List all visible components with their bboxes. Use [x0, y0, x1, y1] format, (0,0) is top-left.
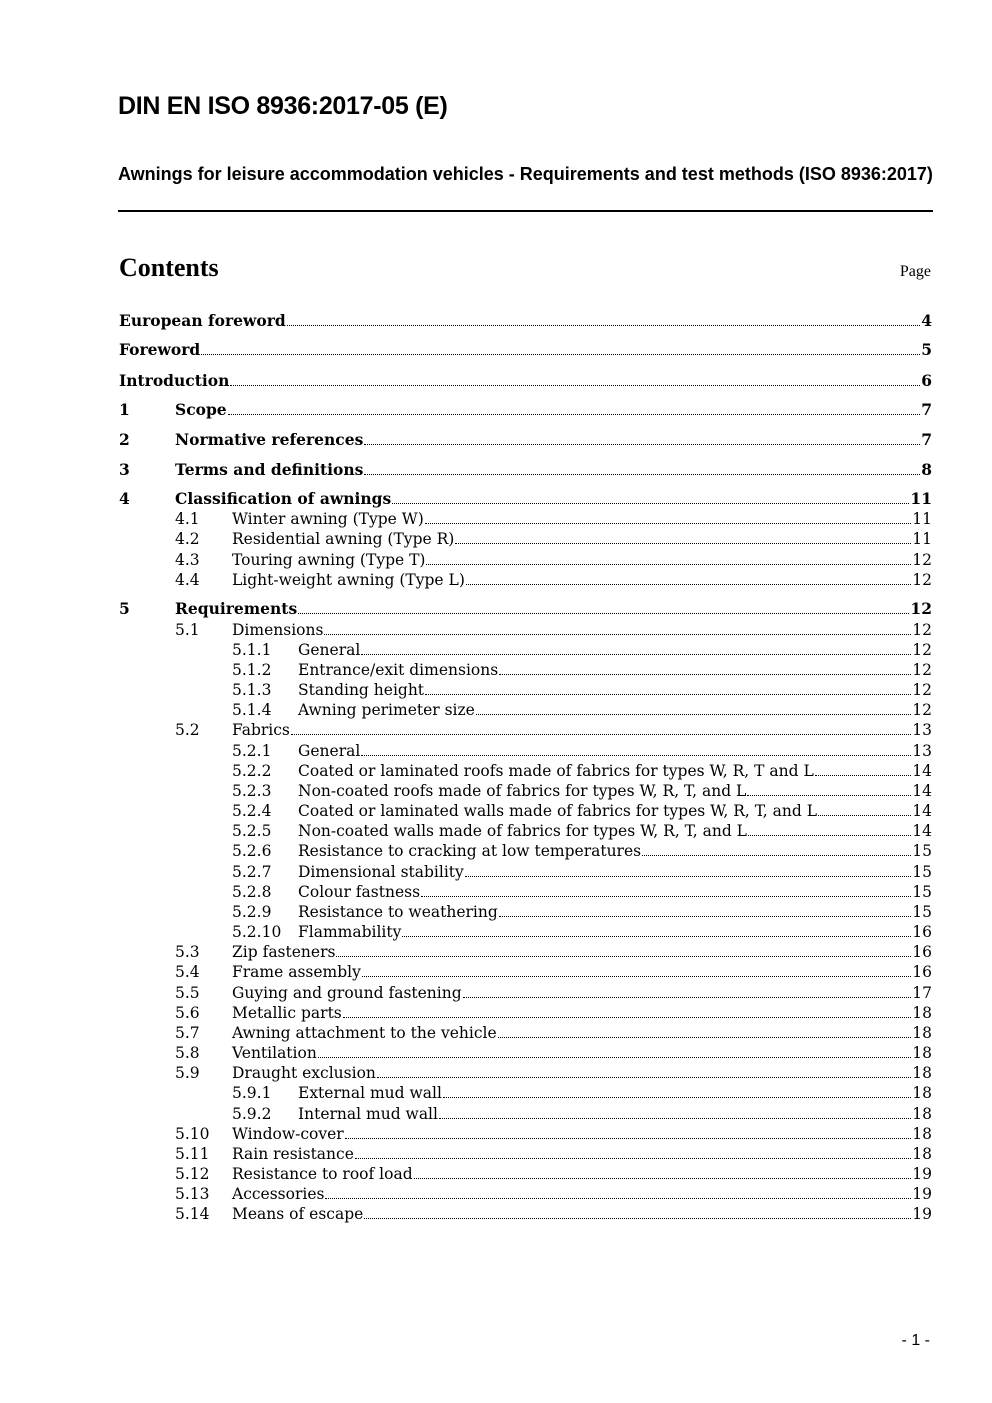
toc-entry-number: 5: [119, 599, 130, 618]
toc-entry-page: 14: [912, 802, 932, 820]
dot-leader: [318, 1057, 911, 1058]
toc-entry-number: 5.5: [175, 984, 200, 1002]
dot-leader: [298, 613, 909, 614]
dot-leader: [642, 855, 911, 856]
toc-entry-title: Zip fasteners: [232, 943, 336, 961]
dot-leader: [499, 674, 911, 675]
toc-entry-page: 13: [912, 721, 932, 739]
toc-entry[interactable]: [0, 801, 992, 821]
toc-entry-number: 5.14: [175, 1205, 210, 1223]
toc-entry-page: 12: [912, 571, 932, 589]
toc-entry-page: 19: [912, 1165, 932, 1183]
toc-entry-title: Means of escape: [232, 1205, 364, 1223]
toc-entry-title: Flammability: [298, 923, 402, 941]
toc-entry-page: 4: [921, 311, 932, 330]
toc-entry[interactable]: [0, 862, 992, 882]
dot-leader: [476, 714, 911, 715]
toc-entry-number: 5.2.2: [232, 762, 272, 780]
toc-entry-page: 18: [912, 1024, 932, 1042]
dot-leader: [364, 444, 920, 445]
toc-entry[interactable]: [0, 1023, 992, 1043]
toc-entry-title: Terms and definitions: [175, 460, 364, 479]
toc-entry[interactable]: [0, 620, 992, 640]
toc-entry[interactable]: [0, 1043, 992, 1063]
toc-entry-number: 5.9.2: [232, 1105, 272, 1123]
dot-leader: [287, 325, 920, 326]
toc-entry-page: 18: [912, 1145, 932, 1163]
toc-entry-page: 12: [912, 621, 932, 639]
toc-entry-page: 15: [912, 883, 932, 901]
dot-leader: [230, 385, 920, 386]
toc-entry-title: Introduction: [119, 371, 230, 390]
toc-entry-title: Light-weight awning (Type L): [232, 571, 465, 589]
toc-entry-page: 18: [912, 1064, 932, 1082]
toc-entry-title: Coated or laminated walls made of fabrics for types W, R, T, and L: [298, 802, 818, 820]
toc-entry-title: Draught exclusion: [232, 1064, 376, 1082]
dot-leader: [498, 1037, 912, 1038]
toc-entry-title: Dimensions: [232, 621, 324, 639]
toc-entry-page: 16: [912, 923, 932, 941]
toc-entry-number: 2: [119, 430, 130, 449]
toc-entry-number: 5.2: [175, 721, 200, 739]
toc-entry-title: Non-coated roofs made of fabrics for types W, R, T, and L: [298, 782, 747, 800]
toc-entry[interactable]: [0, 1144, 992, 1164]
toc-entry-page: 15: [912, 863, 932, 881]
toc-entry-page: 14: [912, 822, 932, 840]
toc-entry-page: 18: [912, 1105, 932, 1123]
document-id: DIN EN ISO 8936:2017-05 (E): [118, 92, 448, 120]
toc-entry-page: 18: [912, 1084, 932, 1102]
toc-entry-number: 4.4: [175, 571, 200, 589]
toc-entry-number: 5.2.7: [232, 863, 272, 881]
toc-entry-page: 18: [912, 1125, 932, 1143]
contents-heading: Contents: [119, 253, 219, 282]
dot-leader: [361, 654, 911, 655]
toc-entry-title: General: [298, 742, 361, 760]
toc-entry-page: 16: [912, 943, 932, 961]
dot-leader: [747, 795, 911, 796]
dot-leader: [364, 1218, 911, 1219]
toc-entry-title: Accessories: [232, 1185, 325, 1203]
toc-entry[interactable]: [0, 660, 992, 680]
toc-entry[interactable]: [0, 570, 992, 590]
toc-entry-number: 5.9.1: [232, 1084, 272, 1102]
toc-entry-page: 8: [921, 460, 932, 479]
toc-entry-page: 6: [921, 371, 932, 390]
toc-entry[interactable]: [0, 841, 992, 861]
dot-leader: [414, 1178, 912, 1179]
dot-leader: [228, 414, 921, 415]
toc-entry-title: Scope: [175, 400, 227, 419]
toc-entry-title: Foreword: [119, 340, 201, 359]
page-column-heading: Page: [899, 263, 931, 280]
dot-leader: [336, 956, 911, 957]
toc-entry-title: Guying and ground fastening: [232, 984, 462, 1002]
toc-entry-number: 5.1.4: [232, 701, 272, 719]
toc-entry-number: 5.2.9: [232, 903, 272, 921]
toc-entry-number: 5.6: [175, 1004, 200, 1022]
dot-leader: [465, 876, 911, 877]
dot-leader: [345, 1138, 912, 1139]
dot-leader: [377, 1077, 911, 1078]
toc-entry-title: Awning perimeter size: [298, 701, 475, 719]
toc-entry-number: 5.1.3: [232, 681, 272, 699]
toc-entry-title: Touring awning (Type T): [232, 551, 426, 569]
toc-entry-page: 14: [912, 762, 932, 780]
toc-entry[interactable]: [0, 922, 992, 942]
toc-entry[interactable]: [0, 942, 992, 962]
dot-leader: [343, 1017, 912, 1018]
toc-entry-number: 5.7: [175, 1024, 200, 1042]
toc-entry-page: 18: [912, 1004, 932, 1022]
toc-entry-page: 18: [912, 1044, 932, 1062]
toc-entry-title: Metallic parts: [232, 1004, 342, 1022]
toc-entry-number: 5.13: [175, 1185, 210, 1203]
toc-entry-page: 5: [921, 340, 932, 359]
toc-entry[interactable]: [0, 460, 992, 480]
toc-entry[interactable]: [0, 882, 992, 902]
toc-entry-number: 5.1.2: [232, 661, 272, 679]
toc-entry-title: Resistance to roof load: [232, 1165, 413, 1183]
toc-entry-number: 5.8: [175, 1044, 200, 1062]
dot-leader: [325, 1198, 911, 1199]
toc-entry[interactable]: [0, 509, 992, 529]
dot-leader: [425, 694, 911, 695]
toc-entry[interactable]: [0, 640, 992, 660]
toc-entry-number: 5.2.4: [232, 802, 272, 820]
toc-entry-page: 11: [912, 530, 932, 548]
toc-entry-title: Resistance to weathering: [298, 903, 498, 921]
toc-entry[interactable]: [0, 371, 992, 391]
toc-entry-page: 16: [912, 963, 932, 981]
toc-entry[interactable]: [0, 1124, 992, 1144]
toc-entry[interactable]: [0, 599, 992, 619]
toc-entry-number: 5.11: [175, 1145, 210, 1163]
toc-entry-page: 15: [912, 842, 932, 860]
toc-entry[interactable]: [0, 821, 992, 841]
toc-entry-number: 3: [119, 460, 130, 479]
toc-entry-number: 1: [119, 400, 130, 419]
toc-entry[interactable]: [0, 340, 992, 360]
toc-entry-title: Ventilation: [232, 1044, 317, 1062]
toc-entry-page: 7: [921, 400, 932, 419]
toc-entry[interactable]: [0, 529, 992, 549]
dot-leader: [425, 523, 912, 524]
toc-entry-title: Fabrics: [232, 721, 290, 739]
toc-entry-title: External mud wall: [298, 1084, 442, 1102]
toc-entry-title: Colour fastness: [298, 883, 421, 901]
toc-entry[interactable]: [0, 720, 992, 740]
toc-entry-title: Residential awning (Type R): [232, 530, 455, 548]
toc-entry[interactable]: [0, 1063, 992, 1083]
dot-leader: [499, 916, 911, 917]
dot-leader: [455, 543, 911, 544]
dot-leader: [362, 976, 911, 977]
toc-entry-title: European foreword: [119, 311, 286, 330]
toc-entry-title: Resistance to cracking at low temperatures: [298, 842, 642, 860]
toc-entry-page: 12: [912, 681, 932, 699]
toc-entry[interactable]: [0, 1104, 992, 1124]
toc-entry[interactable]: [0, 1083, 992, 1103]
toc-entry-title: General: [298, 641, 361, 659]
toc-entry-number: 5.2.6: [232, 842, 272, 860]
toc-entry[interactable]: [0, 400, 992, 420]
toc-entry[interactable]: [0, 311, 992, 331]
toc-entry-title: Coated or laminated roofs made of fabrics for types W, R, T and L: [298, 762, 814, 780]
dot-leader: [201, 354, 920, 355]
toc-entry-title: Non-coated walls made of fabrics for types W, R, T, and L: [298, 822, 747, 840]
toc-entry-title: Internal mud wall: [298, 1105, 438, 1123]
toc-entry-page: 12: [912, 641, 932, 659]
toc-entry-number: 5.2.10: [232, 923, 282, 941]
toc-entry-page: 19: [912, 1205, 932, 1223]
toc-entry-page: 15: [912, 903, 932, 921]
dot-leader: [818, 815, 911, 816]
toc-entry-number: 5.9: [175, 1064, 200, 1082]
toc-entry[interactable]: [0, 1184, 992, 1204]
toc-entry[interactable]: [0, 430, 992, 450]
toc-entry-page: 14: [912, 782, 932, 800]
footer-page-number: - 1 -: [901, 1332, 930, 1349]
dot-leader: [324, 634, 911, 635]
toc-entry-title: Dimensional stability: [298, 863, 464, 881]
toc-entry-title: Classification of awnings: [175, 489, 392, 508]
toc-entry-title: Awning attachment to the vehicle: [232, 1024, 497, 1042]
dot-leader: [815, 775, 912, 776]
toc-entry-number: 5.4: [175, 963, 200, 981]
dot-leader: [748, 835, 911, 836]
toc-entry-number: 5.2.3: [232, 782, 272, 800]
dot-leader: [426, 564, 911, 565]
toc-entry-page: 12: [912, 661, 932, 679]
toc-entry[interactable]: [0, 741, 992, 761]
toc-entry-title: Entrance/exit dimensions: [298, 661, 499, 679]
toc-entry-number: 5.12: [175, 1165, 210, 1183]
toc-entry[interactable]: [0, 550, 992, 570]
toc-entry-number: 4.1: [175, 510, 200, 528]
toc-entry-number: 5.2.1: [232, 742, 272, 760]
dot-leader: [364, 474, 920, 475]
toc-entry[interactable]: [0, 1204, 992, 1224]
dot-leader: [355, 1158, 911, 1159]
toc-entry-page: 12: [912, 701, 932, 719]
toc-entry-page: 7: [921, 430, 932, 449]
toc-entry[interactable]: [0, 902, 992, 922]
toc-entry-title: Standing height: [298, 681, 425, 699]
dot-leader: [463, 997, 912, 998]
toc-entry-number: 5.10: [175, 1125, 210, 1143]
toc-entry[interactable]: [0, 489, 992, 509]
toc-entry-title: Normative references: [175, 430, 364, 449]
toc-entry[interactable]: [0, 680, 992, 700]
dot-leader: [443, 1097, 911, 1098]
toc-entry-number: 5.1: [175, 621, 200, 639]
dot-leader: [392, 503, 909, 504]
dot-leader: [291, 734, 911, 735]
toc-entry-page: 19: [912, 1185, 932, 1203]
toc-entry-title: Requirements: [175, 599, 298, 618]
toc-entry-number: 4: [119, 489, 130, 508]
dot-leader: [466, 584, 911, 585]
toc-entry-number: 4.3: [175, 551, 200, 569]
dot-leader: [402, 936, 911, 937]
toc-entry[interactable]: [0, 983, 992, 1003]
document-title: Awnings for leisure accommodation vehicles - Requirements and test methods (ISO 8936:2017): [118, 164, 933, 184]
dot-leader: [439, 1118, 911, 1119]
toc-entry-page: 11: [912, 510, 932, 528]
toc-entry-page: 11: [910, 489, 932, 508]
toc-entry-title: Winter awning (Type W): [232, 510, 424, 528]
toc-entry-number: 5.2.5: [232, 822, 272, 840]
toc-entry-number: 5.1.1: [232, 641, 272, 659]
toc-entry-title: Frame assembly: [232, 963, 361, 981]
toc-entry-number: 5.2.8: [232, 883, 272, 901]
toc-entry[interactable]: [0, 1164, 992, 1184]
toc-entry[interactable]: [0, 761, 992, 781]
toc-entry-page: 12: [910, 599, 932, 618]
toc-entry-title: Rain resistance: [232, 1145, 354, 1163]
dot-leader: [361, 755, 911, 756]
toc-entry-number: 5.3: [175, 943, 200, 961]
toc-entry-page: 13: [912, 742, 932, 760]
toc-entry[interactable]: [0, 962, 992, 982]
toc-entry[interactable]: [0, 781, 992, 801]
toc-entry-page: 17: [912, 984, 932, 1002]
toc-entry-number: 4.2: [175, 530, 200, 548]
toc-entry-title: Window-cover: [232, 1125, 344, 1143]
toc-entry[interactable]: [0, 700, 992, 720]
toc-entry[interactable]: [0, 1003, 992, 1023]
toc-entry-page: 12: [912, 551, 932, 569]
dot-leader: [421, 896, 911, 897]
